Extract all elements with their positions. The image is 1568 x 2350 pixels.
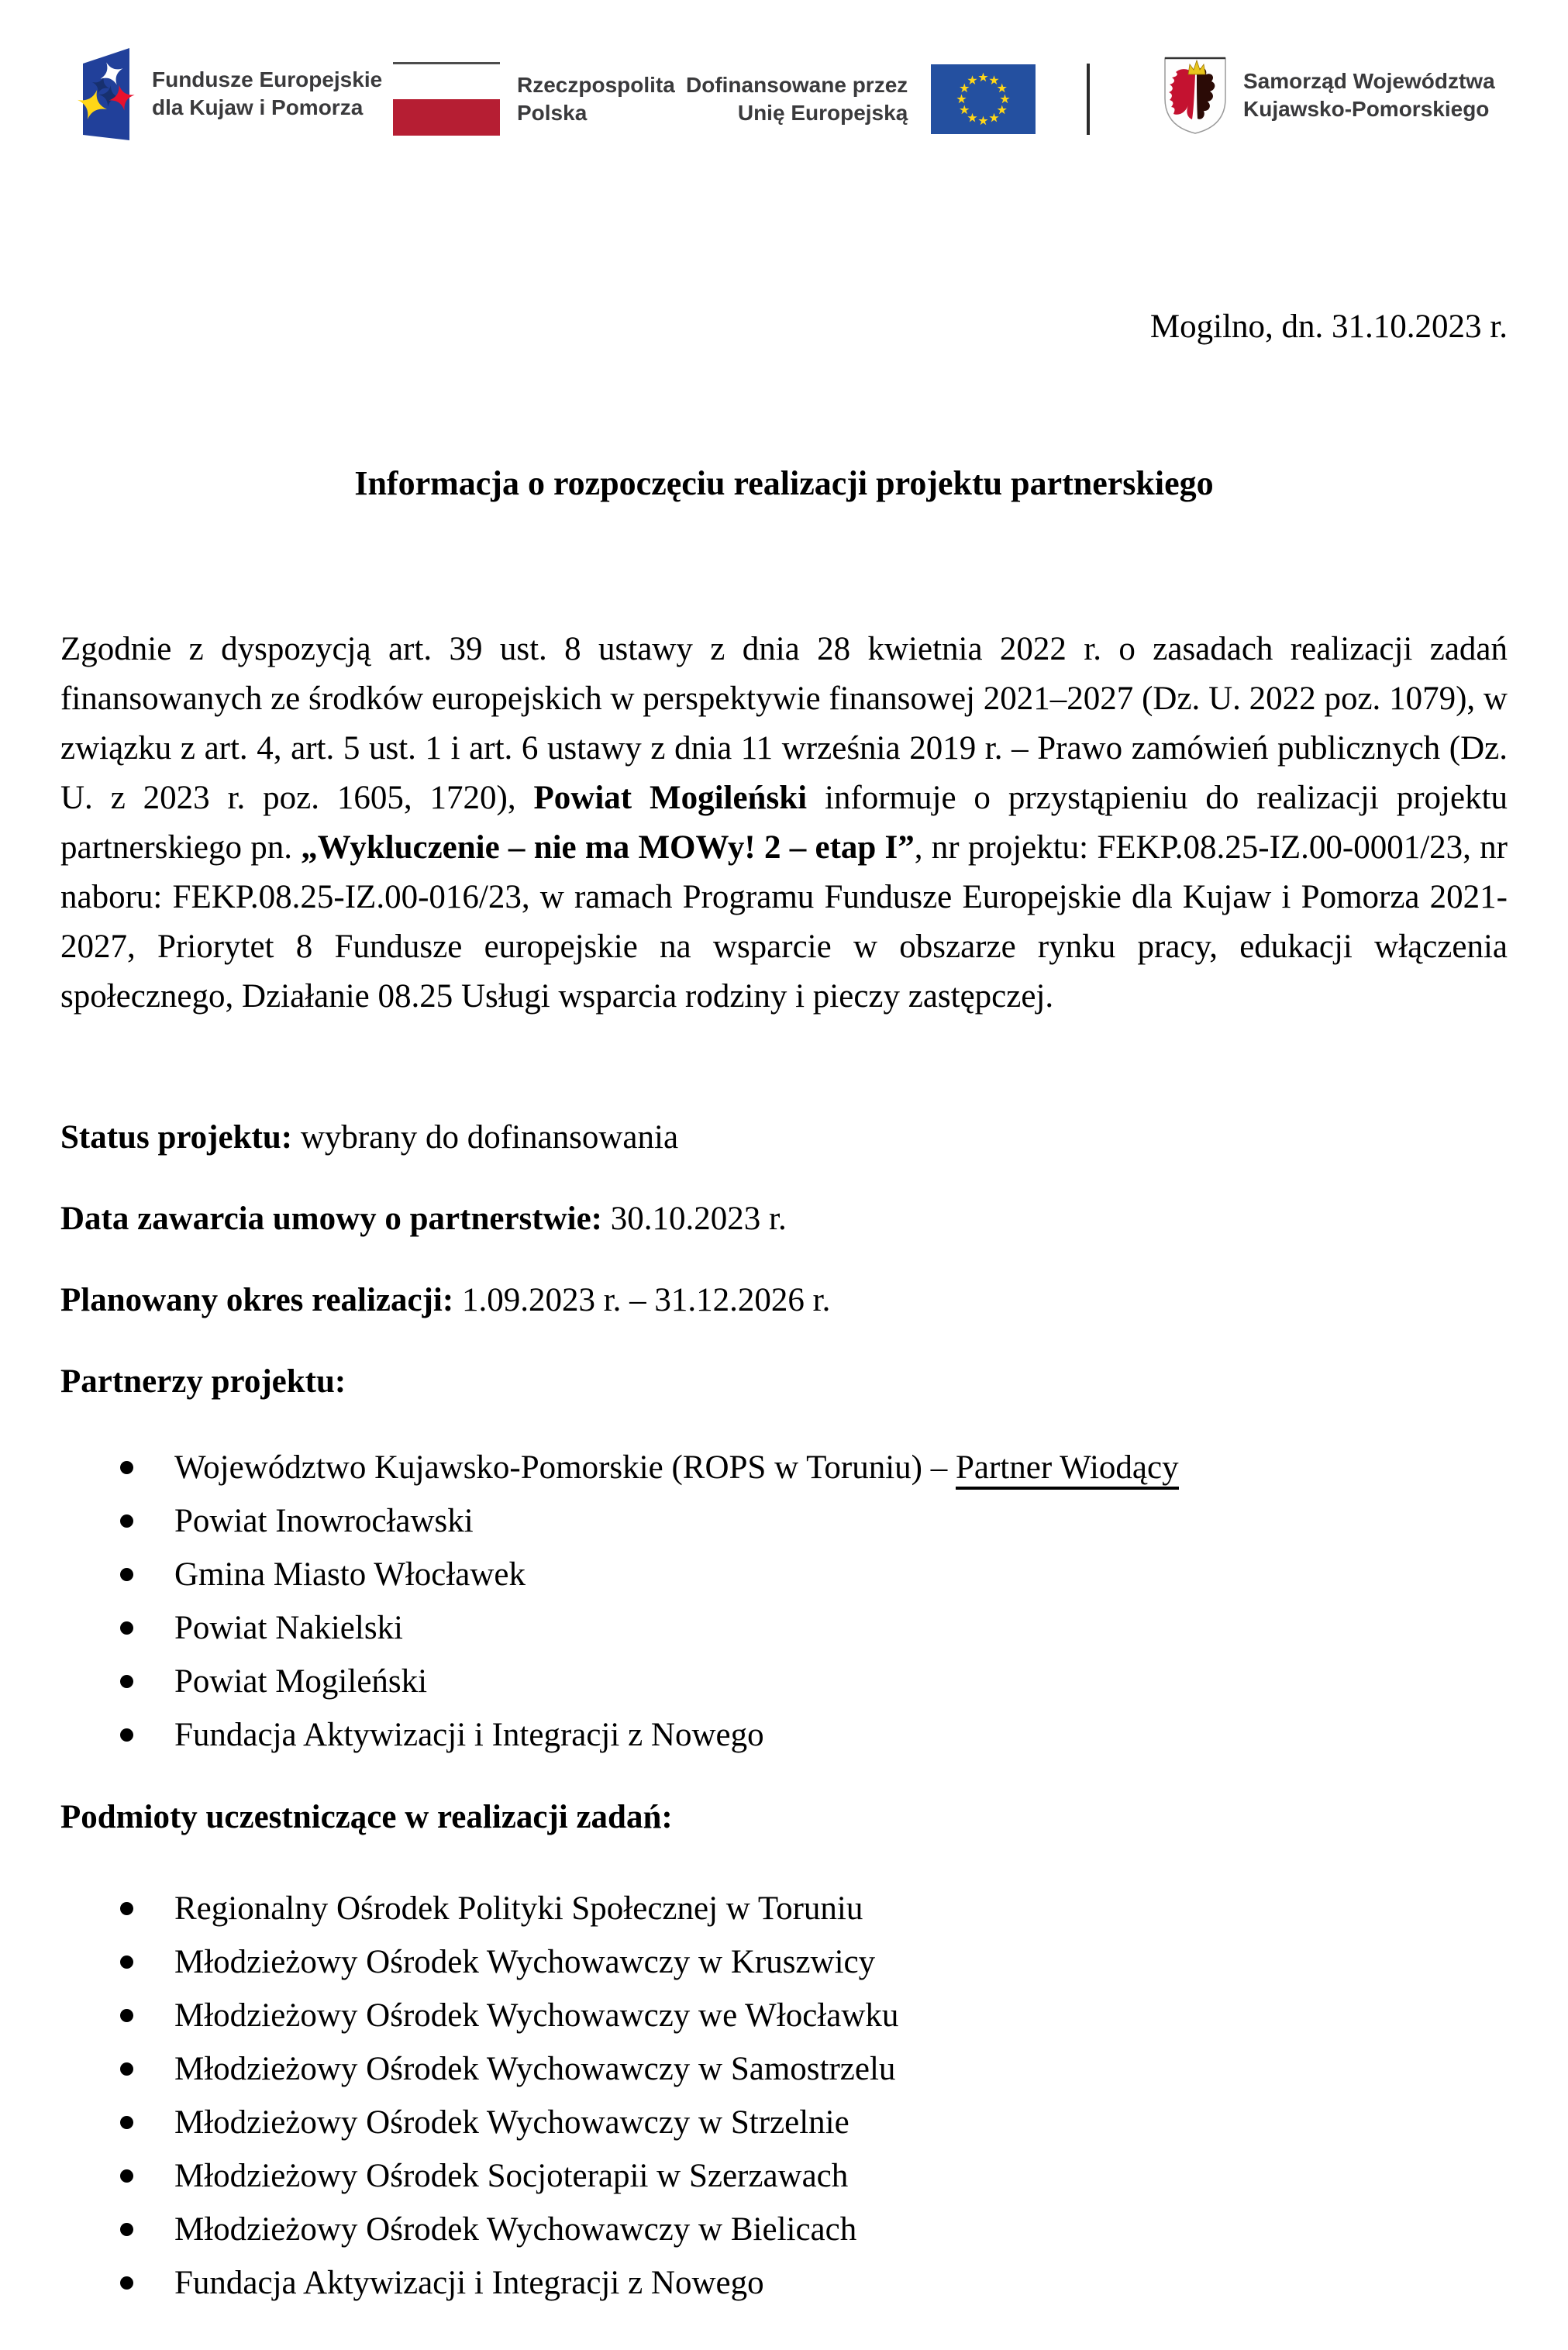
region-logo-text-line1: Samorząd Województwa xyxy=(1243,69,1495,93)
fe-flag-icon xyxy=(81,45,132,143)
field-umowa xyxy=(60,1194,1508,1244)
fe-logo-text-line1: Fundusze Europejskie xyxy=(152,67,383,91)
list-item: Powiat Mogileński xyxy=(120,1657,1508,1707)
region-logo-text-line2: Kujawsko-Pomorskiego xyxy=(1243,97,1490,121)
logo-eu-funding xyxy=(686,64,1036,134)
list-item: Młodzieżowy Ośrodek Wychowawczy w Kruszwicy xyxy=(120,1938,1508,1987)
list-item: Powiat Inowrocławski xyxy=(120,1497,1508,1546)
intro-paragraph xyxy=(60,625,1508,1022)
partners-list xyxy=(120,1443,1508,1760)
paragraph-text: informuje o przystąpieniu do realizacji projektu partnerskiego pn. xyxy=(60,780,1508,866)
paragraph-text: , nr projektu: FEKP.08.25-IZ.00-0001/23, nr naboru: FEKP.08.25-IZ.00-016/23, w ramach Programu Fundusze Europejskie dla Kujaw i Pomorza 2021- 2027, Priorytet 8 Fundusze europejskie na wsparcie w obszarze rynku pracy, edukacji włączenia społecznego, Działanie 08.25 Usługi wsparcia rodziny i pieczy zastępczej. xyxy=(60,829,1508,1015)
participants-heading: Podmioty uczestniczące w realizacji zadań: xyxy=(60,1799,673,1835)
logo-fundusze-europejskie xyxy=(81,45,382,143)
pl-logo-text-line1: Rzeczpospolita xyxy=(517,72,675,97)
list-item: Młodzieżowy Ośrodek Wychowawczy w Strzelnie xyxy=(120,2098,1508,2148)
eu-logo-text-line1: Dofinansowane przez xyxy=(686,73,908,97)
project-fields xyxy=(60,1113,1508,1325)
logo-strip xyxy=(0,0,1568,178)
pl-logo-text-line2: Polska xyxy=(517,100,588,125)
date-line: Mogilno, dn. 31.10.2023 r. xyxy=(1149,308,1508,345)
field-okres-label: Planowany okres realizacji: xyxy=(60,1282,454,1318)
field-umowa-label: Data zawarcia umowy o partnerstwie: xyxy=(60,1201,603,1237)
eu-logo-text-line2: Unię Europejską xyxy=(737,101,908,125)
list-item: Fundacja Aktywizacji i Integracji z Nowego xyxy=(120,1711,1508,1760)
list-item: Młodzieżowy Ośrodek Wychowawczy we Włocławku xyxy=(120,1991,1508,2041)
participants-list xyxy=(120,1884,1508,2308)
divider-line xyxy=(1087,64,1090,135)
field-okres-value: 1.09.2023 r. – 31.12.2026 r. xyxy=(453,1282,831,1318)
fe-logo-text-line2: dla Kujaw i Pomorza xyxy=(152,95,364,119)
paragraph-text: Zgodnie z dyspozycją art. 39 ust. 8 ustawy z dnia 28 kwietnia 2022 r. o zasadach realizacji zadań finansowanych ze środków europejskich w perspektywie finansowej 2021–2027 (Dz. U. 2022 poz. 1079), w związku z art. 4, art. 5 ust. 1 i art. 6 ustawy z dnia 11 września 2019 r. – Prawo zamówień publicznych (Dz. U. z 2023 r. poz. 1605, 1720), xyxy=(60,631,1508,816)
document-title: Informacja o rozpoczęciu realizacji projektu partnerskiego xyxy=(354,464,1214,502)
document-body xyxy=(0,302,1568,2308)
list-item: Regionalny Ośrodek Polityki Społecznej w Toruniu xyxy=(120,1884,1508,1934)
field-okres xyxy=(60,1276,1508,1325)
field-umowa-value: 30.10.2023 r. xyxy=(602,1201,787,1237)
field-status-label: Status projektu: xyxy=(60,1119,293,1156)
field-status xyxy=(60,1113,1508,1163)
list-item: Młodzieżowy Ośrodek Wychowawczy w Samostrzelu xyxy=(120,2045,1508,2094)
partner-wiodacy-underlined: Partner Wiodący xyxy=(956,1449,1179,1490)
bold-powiat-mogilenski: Powiat Mogileński xyxy=(533,780,808,816)
partner-lead-text: Województwo Kujawsko-Pomorskie (ROPS w Toruniu) – xyxy=(174,1449,956,1486)
list-item xyxy=(120,1443,1508,1493)
list-item: Młodzieżowy Ośrodek Wychowawczy w Bielicach xyxy=(120,2205,1508,2255)
list-item: Młodzieżowy Ośrodek Socjoterapii w Szerzawach xyxy=(120,2152,1508,2201)
field-status-value: wybrany do dofinansowania xyxy=(292,1119,679,1156)
logo-rzeczpospolita-polska xyxy=(393,62,675,136)
list-item: Powiat Nakielski xyxy=(120,1604,1508,1653)
list-item: Fundacja Aktywizacji i Integracji z Nowego xyxy=(120,2259,1508,2308)
poland-flag-icon xyxy=(393,62,500,136)
partners-heading: Partnerzy projektu: xyxy=(60,1363,346,1400)
eu-flag-icon xyxy=(931,64,1036,134)
list-item: Gmina Miasto Włocławek xyxy=(120,1550,1508,1600)
logo-samorzad-wojewodztwa xyxy=(1163,56,1495,135)
kujawsko-pomorskie-crest-icon xyxy=(1163,56,1228,135)
bold-project-name: „Wykluczenie – nie ma MOWy! 2 – etap I” xyxy=(301,829,915,866)
